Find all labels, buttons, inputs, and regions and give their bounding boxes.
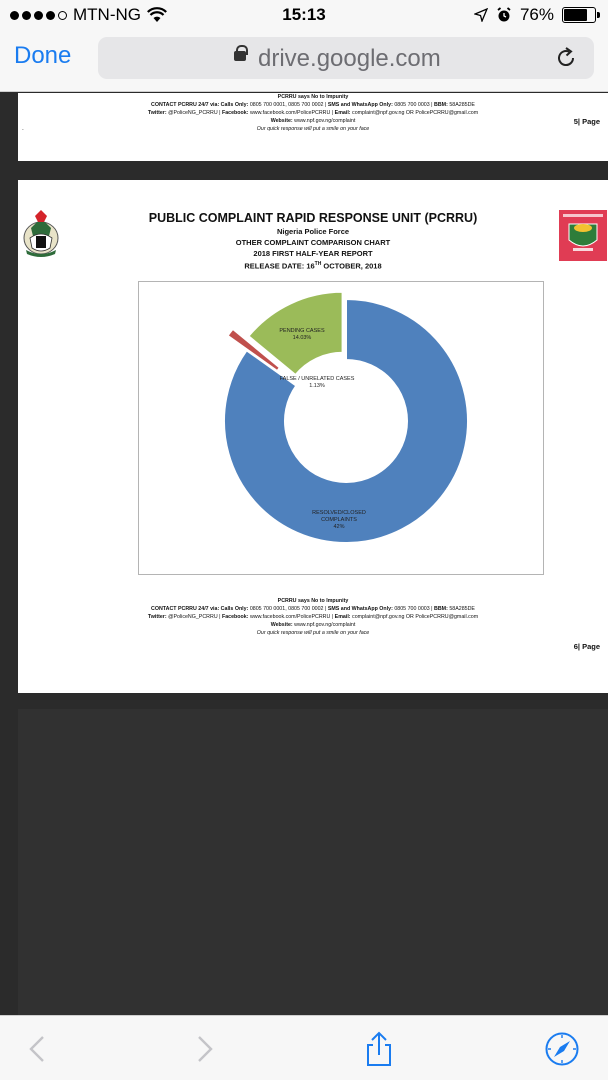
chart-subtitle: OTHER COMPLAINT COMPARISON CHART [235, 238, 391, 247]
document-viewer[interactable] [0, 93, 608, 1015]
browser-nav-bar [0, 30, 608, 92]
footer-tagline: Our quick response will put a smile on your face [256, 126, 370, 132]
footer-tagline: Our quick response will put a smile on your face [256, 630, 370, 636]
page-footer: PCRRU says No to Impunity CONTACT PCRRU 24/7 via: Calls Only: 0805 700 0001, 0805 700 0002 | SMS and WhatsApp Only: 0805 700 0003 | BBM: 58A285DE Twitter: @PoliceNG_PCRRU | Facebook: www.facebook.com/PolicePCRRU | Email: complaint@npf.gov.ng OR PolicePCRRU@gmail.com Website: www.npf.gov.ng/complaint Our quick response will put a smile on your face [147, 598, 479, 636]
share-icon[interactable] [361, 1031, 397, 1067]
done-button[interactable]: Done [14, 42, 72, 69]
complaint-comparison-chart [138, 281, 544, 575]
document-title: PUBLIC COMPLAINT RAPID RESPONSE UNIT (PCRRU) [148, 211, 478, 225]
page-footer: PCRRU says No to Impunity CONTACT PCRRU 24/7 via: Calls Only: 0805 700 0001, 0805 700 0002 | SMS and WhatsApp Only: 0805 700 0003 | BBM: 58A285DE Twitter: @PoliceNG_PCRRU | Facebook: www.facebook.com/PolicePCRRU | Email: complaint@npf.gov.ng OR PolicePCRRU@gmail.com Website: www.npf.gov.ng/complaint Our quick response will put a smile on your face [147, 94, 479, 132]
pdf-page-5 [18, 93, 608, 161]
status-bar [0, 0, 608, 30]
alarm-clock-icon [496, 7, 512, 23]
chart-data-label: FALSE / UNRELATED CASES 1.13% [279, 376, 355, 389]
pdf-page-7-loading [18, 709, 608, 1015]
lock-icon [234, 51, 246, 61]
pdf-page-6 [18, 180, 608, 693]
location-arrow-icon [474, 8, 488, 22]
browser-toolbar [0, 1015, 608, 1080]
address-bar[interactable] [98, 37, 594, 79]
reload-icon[interactable] [554, 46, 578, 70]
report-period: 2018 FIRST HALF-YEAR REPORT [253, 249, 373, 258]
document-header [18, 210, 608, 272]
url-text: drive.google.com [258, 45, 441, 72]
carrier-name: MTN-NG [73, 5, 141, 24]
page-number: 5| Page [573, 117, 600, 126]
clock: 15:13 [282, 5, 326, 24]
battery-level [564, 9, 587, 21]
doughnut-chart [139, 282, 545, 576]
chart-data-label: RESOLVED/CLOSED COMPLAINTS 42% [312, 510, 366, 530]
chevron-left-icon[interactable] [20, 1031, 56, 1067]
footer-slogan: PCRRU says No to Impunity [277, 598, 349, 604]
compass-icon[interactable] [544, 1031, 580, 1067]
battery-percent: 76% [519, 5, 554, 24]
release-date: RELEASE DATE: 16TH OCTOBER, 2018 [244, 261, 382, 271]
page-mark: - [22, 127, 24, 133]
footer-slogan: PCRRU says No to Impunity [277, 94, 349, 100]
chart-data-label: PENDING CASES 14.03% [279, 328, 325, 341]
pcrru-logo [559, 210, 607, 261]
status-indicators [474, 5, 596, 25]
chevron-right-icon[interactable] [186, 1031, 222, 1067]
battery-icon [562, 7, 596, 23]
organization: Nigeria Police Force [276, 227, 350, 236]
page-number: 6| Page [573, 642, 600, 651]
